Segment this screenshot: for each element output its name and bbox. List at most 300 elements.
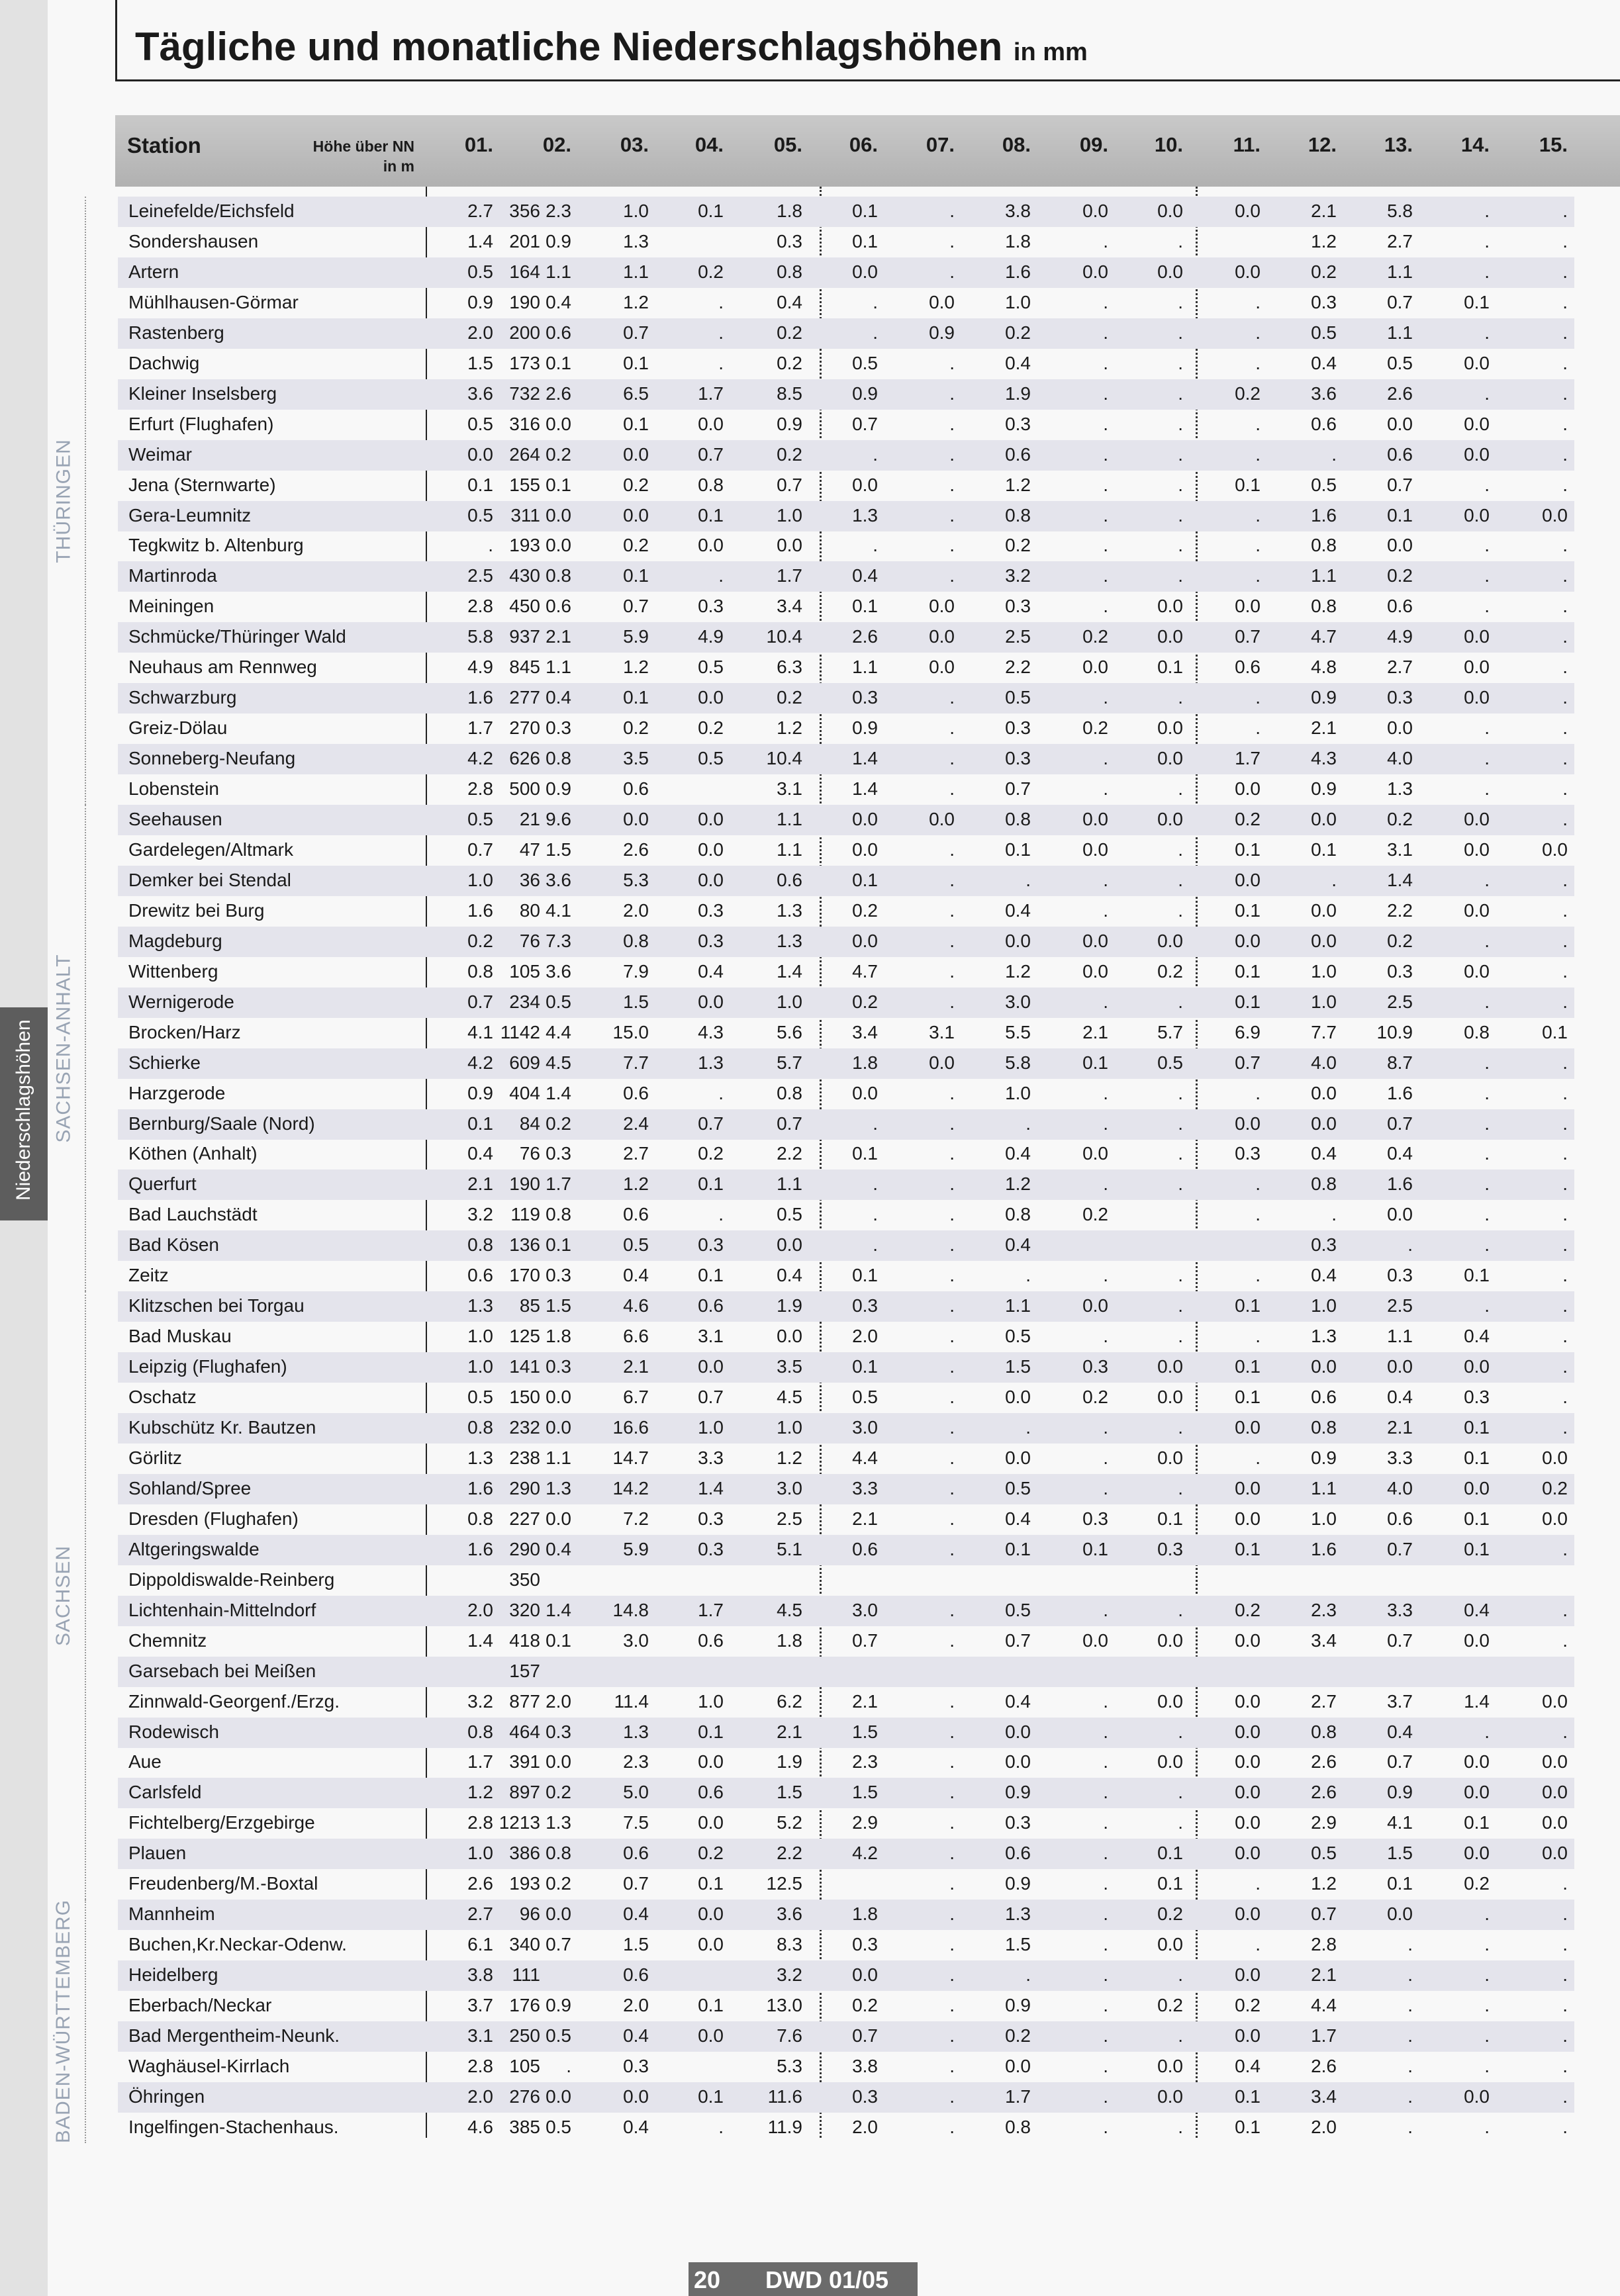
station-name: Aue (128, 1751, 162, 1772)
precip-value: 1.1 (777, 839, 802, 860)
precip-value: 1.5 (546, 1295, 571, 1316)
precip-value: 0.7 (1005, 1630, 1031, 1651)
precip-value: 0.5 (1005, 1326, 1031, 1347)
precip-value: . (1484, 1295, 1490, 1316)
header-hoehe-line1: Höhe über NN (312, 138, 414, 155)
precip-value: . (1103, 352, 1108, 373)
precip-value: 2.1 (546, 626, 571, 647)
station-name: Meiningen (128, 596, 214, 617)
precip-value: . (1562, 322, 1568, 343)
station-height: 36 (519, 869, 540, 890)
precip-value: 0.5 (467, 1387, 493, 1408)
precip-value: 0.4 (1464, 1599, 1490, 1620)
precip-value: 0.0 (546, 413, 571, 434)
precip-value: 0.2 (1157, 960, 1183, 982)
precip-value: 0.5 (1311, 1843, 1337, 1864)
precip-value: 0.4 (623, 1265, 649, 1286)
precip-value: 0.2 (777, 322, 802, 343)
precip-value: 0.8 (467, 1234, 493, 1256)
precip-value: 3.1 (777, 778, 802, 800)
precip-value: 0.0 (698, 869, 724, 890)
precip-value: 0.7 (1387, 1630, 1413, 1651)
precip-value: 0.6 (623, 1964, 649, 1986)
precip-value: 0.1 (467, 1113, 493, 1134)
precip-value: . (1484, 535, 1490, 556)
precip-value: 1.2 (1005, 960, 1031, 982)
precip-value: . (949, 1417, 955, 1438)
precip-value: 0.0 (546, 1904, 571, 1925)
precip-value: 0.6 (698, 1630, 724, 1651)
precip-value: 0.7 (1235, 626, 1261, 647)
precip-value: 0.0 (929, 626, 955, 647)
table-row (118, 1170, 1574, 1200)
precip-value: 0.0 (1464, 352, 1490, 373)
station-name: Rastenberg (128, 322, 224, 343)
precip-value: 1.0 (1311, 991, 1337, 1012)
precip-value: 0.8 (467, 1417, 493, 1438)
precip-value: . (1407, 1995, 1413, 2016)
table-row (118, 1930, 1574, 1960)
precip-value: 0.8 (698, 474, 724, 495)
precip-value: . (1562, 535, 1568, 556)
station-height: 47 (519, 839, 540, 860)
station-height: 155 (509, 474, 540, 495)
precip-value: 5.7 (777, 1052, 802, 1073)
precip-value: . (1255, 717, 1261, 739)
precip-value: 1.7 (1311, 2025, 1337, 2046)
precip-value: . (949, 991, 955, 1012)
station-height: 732 (509, 383, 540, 404)
station-name: Erfurt (Flughafen) (128, 413, 274, 434)
precip-value: 1.1 (546, 261, 571, 282)
station-name: Wernigerode (128, 991, 234, 1012)
precip-value: 5.1 (777, 1538, 802, 1559)
precip-value: 4.4 (1311, 1995, 1337, 2016)
precip-value: 1.3 (467, 1447, 493, 1468)
precip-value: . (1178, 1782, 1183, 1803)
table-row (118, 1900, 1574, 1930)
state-bracket (85, 1291, 86, 1900)
precip-value: 0.1 (1464, 1508, 1490, 1529)
precip-value: 0.2 (1157, 1995, 1183, 2016)
precip-value: 5.6 (777, 1021, 802, 1042)
precip-value: . (1484, 1995, 1490, 2016)
precip-value: 1.3 (467, 1295, 493, 1316)
precip-value: . (1484, 717, 1490, 739)
precip-value: 0.5 (1387, 352, 1413, 373)
station-name: Martinroda (128, 565, 217, 586)
precip-value: 0.0 (1464, 1477, 1490, 1498)
precip-value: 4.5 (546, 1052, 571, 1073)
table-row (118, 1504, 1574, 1535)
header-day: 11. (1233, 133, 1261, 156)
precip-value: . (1178, 1295, 1183, 1316)
precip-value: . (1331, 869, 1337, 890)
precip-value: . (1178, 535, 1183, 556)
precip-value: . (718, 291, 724, 312)
precip-value: 0.3 (698, 1508, 724, 1529)
precip-value: . (1562, 899, 1568, 921)
precip-value: . (1484, 1143, 1490, 1164)
precip-value: 0.7 (1387, 1751, 1413, 1772)
precip-value: 2.0 (852, 2116, 878, 2137)
precip-value: . (949, 778, 955, 800)
precip-value: . (1562, 717, 1568, 739)
precip-value: 0.3 (852, 2086, 878, 2107)
precip-value: 0.2 (1311, 261, 1337, 282)
station-height: 76 (519, 930, 540, 951)
precip-value: 4.5 (777, 1599, 802, 1620)
precip-value: 0.6 (1235, 657, 1261, 678)
precip-value: 0.6 (1005, 443, 1031, 465)
precip-value: 1.6 (1311, 504, 1337, 526)
precip-value: 0.6 (1387, 596, 1413, 617)
station-name: Querfurt (128, 1173, 197, 1195)
precip-value: 0.0 (1387, 413, 1413, 434)
station-height: 227 (509, 1508, 540, 1529)
precip-value: 3.2 (467, 1690, 493, 1712)
table-row (118, 257, 1574, 288)
precip-value: . (873, 322, 878, 343)
precip-value: 0.0 (623, 2086, 649, 2107)
precip-value: 2.6 (1387, 383, 1413, 404)
precip-value: 0.1 (1157, 1873, 1183, 1894)
station-name: Buchen,Kr.Neckar-Odenw. (128, 1934, 347, 1955)
precip-value: . (1103, 565, 1108, 586)
precip-value: 3.0 (623, 1630, 649, 1651)
precip-value: . (949, 1447, 955, 1468)
precip-value: 2.7 (623, 1143, 649, 1164)
station-name: Ingelfingen-Stachenhaus. (128, 2116, 339, 2137)
precip-value: 1.2 (777, 717, 802, 739)
precip-value: 1.0 (777, 504, 802, 526)
precip-value: 0.1 (1005, 839, 1031, 860)
precip-value: 0.2 (777, 687, 802, 708)
precip-value: 0.0 (1235, 1904, 1261, 1925)
precip-value: 0.4 (777, 291, 802, 312)
precip-value: . (1562, 1326, 1568, 1347)
precip-value: 0.8 (467, 960, 493, 982)
precip-value: 0.0 (1464, 687, 1490, 708)
precip-value: . (1484, 201, 1490, 221)
precip-value: 0.1 (1311, 839, 1337, 860)
precip-value: 0.2 (1542, 1477, 1568, 1498)
precip-value: 0.0 (1542, 839, 1568, 860)
table-row (118, 1657, 1574, 1687)
station-height: 80 (519, 899, 540, 921)
state-label: SACHSEN-ANHALT (52, 954, 75, 1143)
precip-value: 10.4 (766, 748, 802, 769)
precip-value: 0.1 (698, 504, 724, 526)
precip-value: 0.0 (698, 2025, 724, 2046)
precip-value: 0.0 (929, 657, 955, 678)
precip-value: 0.4 (1311, 1265, 1337, 1286)
precip-value: . (1562, 1143, 1568, 1164)
footer-issue: DWD 01/05 (765, 2266, 889, 2293)
precip-value: 0.9 (1387, 1782, 1413, 1803)
precip-value: 0.3 (1082, 1356, 1108, 1377)
station-name: Lichtenhain-Mittelndorf (128, 1599, 316, 1620)
station-name: Schierke (128, 1052, 201, 1073)
precip-value: . (1562, 565, 1568, 586)
table-row (118, 1200, 1574, 1230)
precip-value: 0.2 (467, 930, 493, 951)
precip-value: 0.2 (777, 443, 802, 465)
precip-value: . (949, 201, 955, 221)
precip-value: 0.0 (1082, 839, 1108, 860)
precip-value: 0.7 (777, 1113, 802, 1134)
precip-value: 1.5 (1005, 1934, 1031, 1955)
precip-value: . (1178, 565, 1183, 586)
precip-value: 0.0 (1235, 869, 1261, 890)
precip-value: . (1103, 1417, 1108, 1438)
precip-value: . (1178, 778, 1183, 800)
precip-value: . (1562, 869, 1568, 890)
precip-value: . (1562, 1934, 1568, 1955)
precip-value: 2.1 (467, 1173, 493, 1195)
precip-value: 3.3 (698, 1447, 724, 1468)
precip-value: . (1103, 443, 1108, 465)
precip-value: 0.0 (546, 535, 571, 556)
precip-value: 2.2 (777, 1143, 802, 1164)
precip-value: 0.1 (852, 1356, 878, 1377)
station-name: Dachwig (128, 352, 200, 373)
precip-value: 0.6 (777, 869, 802, 890)
precip-value: . (1103, 1113, 1108, 1134)
precip-value: 1.6 (467, 1538, 493, 1559)
precip-value: 0.7 (1235, 1052, 1261, 1073)
station-name: Artern (128, 261, 179, 282)
precip-value: . (1484, 1052, 1490, 1073)
precip-value: 0.4 (623, 2116, 649, 2137)
precip-value: 1.0 (698, 1417, 724, 1438)
precip-value: 1.2 (777, 1447, 802, 1468)
precip-value: . (1178, 1326, 1183, 1347)
station-name: Demker bei Stendal (128, 869, 291, 890)
precip-value: . (1103, 2025, 1108, 2046)
precip-value: 3.5 (777, 1356, 802, 1377)
precip-value: 2.1 (852, 1508, 878, 1529)
station-height: 311 (510, 504, 540, 526)
precip-value: 11.6 (767, 2086, 802, 2107)
table-row (118, 1960, 1574, 1991)
precip-value: . (1562, 291, 1568, 312)
precip-value: 1.2 (1311, 1873, 1337, 1894)
title-unit: in mm (1013, 38, 1088, 66)
precip-value: . (949, 1173, 955, 1195)
precip-value: 0.1 (1157, 1508, 1183, 1529)
precip-value: 0.0 (623, 809, 649, 829)
station-name: Schmücke/Thüringer Wald (128, 626, 346, 647)
precip-value: 0.0 (1542, 1812, 1568, 1833)
precip-value: 3.6 (467, 383, 493, 404)
precip-value: . (1484, 2055, 1490, 2076)
precip-value: 12.5 (766, 1873, 802, 1894)
precip-value: 0.0 (1311, 1113, 1337, 1134)
precip-value: 1.3 (1387, 778, 1413, 800)
precip-value: 5.5 (1005, 1021, 1031, 1042)
precip-value: 4.2 (467, 748, 493, 769)
precip-value: . (1484, 1173, 1490, 1195)
table-row (118, 2021, 1574, 2052)
precip-value: 3.8 (852, 2055, 878, 2076)
station-name: Dresden (Flughafen) (128, 1508, 299, 1529)
precip-value: . (1562, 1995, 1568, 2016)
precip-value: 0.9 (1005, 1782, 1031, 1803)
precip-value: 1.7 (1005, 2086, 1031, 2107)
precip-value: 1.1 (546, 657, 571, 678)
precip-value: 0.0 (852, 261, 878, 282)
header-day: 08. (1002, 133, 1031, 156)
precip-value: . (1255, 413, 1261, 434)
table-row (118, 1079, 1574, 1109)
precip-value: 0.1 (546, 1630, 571, 1651)
precip-value: 0.9 (1311, 1447, 1337, 1468)
precip-value: . (1103, 778, 1108, 800)
precip-value: . (873, 1173, 878, 1195)
precip-value: . (1255, 1082, 1261, 1103)
precip-value: . (1103, 1447, 1108, 1468)
table-row (118, 957, 1574, 987)
precip-value: 1.0 (623, 201, 649, 221)
precip-value: 0.5 (1311, 322, 1337, 343)
precip-value: 0.0 (777, 1326, 802, 1347)
precip-value: 0.0 (1005, 1447, 1031, 1468)
precip-value: 0.0 (1157, 1447, 1183, 1468)
precip-value: 0.5 (852, 352, 878, 373)
precip-value: 3.4 (1311, 1630, 1337, 1651)
precip-value: 0.2 (546, 443, 571, 465)
precip-value: 4.2 (467, 1052, 493, 1073)
precip-value: 2.8 (1311, 1934, 1337, 1955)
precip-value: 0.2 (1005, 2025, 1031, 2046)
station-height: 356 (509, 201, 540, 221)
table-row (118, 1139, 1574, 1170)
precip-value: 0.0 (1235, 596, 1261, 617)
precip-value: . (566, 2055, 571, 2076)
precip-value: . (1178, 2025, 1183, 2046)
precip-value: 0.9 (546, 778, 571, 800)
station-height: 1213 (499, 1812, 540, 1833)
precip-value: 0.0 (1157, 626, 1183, 647)
precip-value: 0.4 (467, 1143, 493, 1164)
table-row (118, 622, 1574, 653)
precip-value: 0.7 (852, 2025, 878, 2046)
precip-value: 9.6 (546, 809, 571, 829)
precip-value: 0.3 (698, 596, 724, 617)
precip-value: 0.2 (1464, 1873, 1490, 1894)
precip-value: 0.0 (1082, 1295, 1108, 1316)
precip-value: 4.0 (1387, 1477, 1413, 1498)
header-day: 10. (1154, 133, 1183, 156)
station-height: 937 (509, 626, 540, 647)
precip-value: . (1178, 2116, 1183, 2137)
precip-value: 1.5 (852, 1782, 878, 1803)
station-name: Lobenstein (128, 778, 220, 800)
precip-value: . (1025, 1964, 1031, 1986)
precip-value: 1.2 (1311, 230, 1337, 252)
precip-value: 2.6 (546, 383, 571, 404)
precip-value: . (1178, 383, 1183, 404)
precip-value: 0.8 (1311, 1417, 1337, 1438)
precip-value: 1.0 (1311, 960, 1337, 982)
header-day: 12. (1308, 133, 1337, 156)
precip-value: 2.8 (467, 778, 493, 800)
precip-value: 0.3 (1005, 1812, 1031, 1833)
station-height: 111 (512, 1964, 540, 1986)
station-name: Bad Muskau (128, 1326, 232, 1347)
precip-value: . (1562, 1052, 1568, 1073)
precip-value: 4.1 (467, 1021, 493, 1042)
precip-value: 0.3 (698, 1234, 724, 1256)
precip-value: 0.1 (546, 1234, 571, 1256)
station-name: Kleiner Inselsberg (128, 383, 277, 404)
precip-value: 7.6 (777, 2025, 802, 2046)
precip-value: 0.1 (1464, 1265, 1490, 1286)
precip-value: 0.0 (546, 1751, 571, 1772)
table-row (118, 2113, 1574, 2143)
precip-value: 1.0 (1311, 1508, 1337, 1529)
precip-value: 0.0 (929, 596, 955, 617)
precip-value: 3.0 (777, 1477, 802, 1498)
precip-value: . (949, 261, 955, 282)
precip-value: . (1025, 1417, 1031, 1438)
precip-value: 0.2 (698, 1843, 724, 1864)
station-name: Plauen (128, 1843, 187, 1864)
precip-value: . (1103, 869, 1108, 890)
precip-value: . (1255, 1173, 1261, 1195)
precip-value: . (1484, 474, 1490, 495)
header-day: 14. (1460, 133, 1490, 156)
precip-value: . (1103, 991, 1108, 1012)
precip-value: . (949, 899, 955, 921)
precip-value: 0.9 (546, 1995, 571, 2016)
precip-value: 0.4 (1005, 1143, 1031, 1164)
precip-value: 0.0 (546, 1508, 571, 1529)
precip-value: . (949, 230, 955, 252)
precip-value: 3.0 (852, 1599, 878, 1620)
precip-value: 0.0 (1464, 504, 1490, 526)
precip-value: . (1562, 1113, 1568, 1134)
precip-value: 1.3 (623, 1721, 649, 1742)
header-day: 03. (620, 133, 649, 156)
precip-value: 0.2 (1235, 383, 1261, 404)
precip-value: 0.3 (1311, 1234, 1337, 1256)
station-name: Gardelegen/Altmark (128, 839, 294, 860)
precip-value: 0.0 (1542, 1843, 1568, 1864)
precip-value: . (949, 413, 955, 434)
precip-value: 0.0 (1082, 261, 1108, 282)
station-height: 500 (509, 778, 540, 800)
table-row (118, 1048, 1574, 1079)
precip-value: 0.6 (623, 1082, 649, 1103)
precip-value: 0.0 (1235, 201, 1261, 221)
precip-value: 10.9 (1376, 1021, 1413, 1042)
precip-value: 3.6 (546, 869, 571, 890)
station-name: Tegkwitz b. Altenburg (128, 535, 304, 556)
precip-value: 0.0 (698, 1934, 724, 1955)
precip-value: 0.0 (1157, 1630, 1183, 1651)
title-text: Tägliche und monatliche Niederschlagshöhen (135, 24, 1003, 69)
station-height: 232 (509, 1417, 540, 1438)
precip-value: 2.7 (467, 201, 493, 221)
precip-value: . (1103, 687, 1108, 708)
precip-value: . (1103, 230, 1108, 252)
precip-value: 1.3 (698, 1052, 724, 1073)
precip-value: 0.0 (1311, 1356, 1337, 1377)
precip-value: . (1407, 1934, 1413, 1955)
station-height: 250 (509, 2025, 540, 2046)
